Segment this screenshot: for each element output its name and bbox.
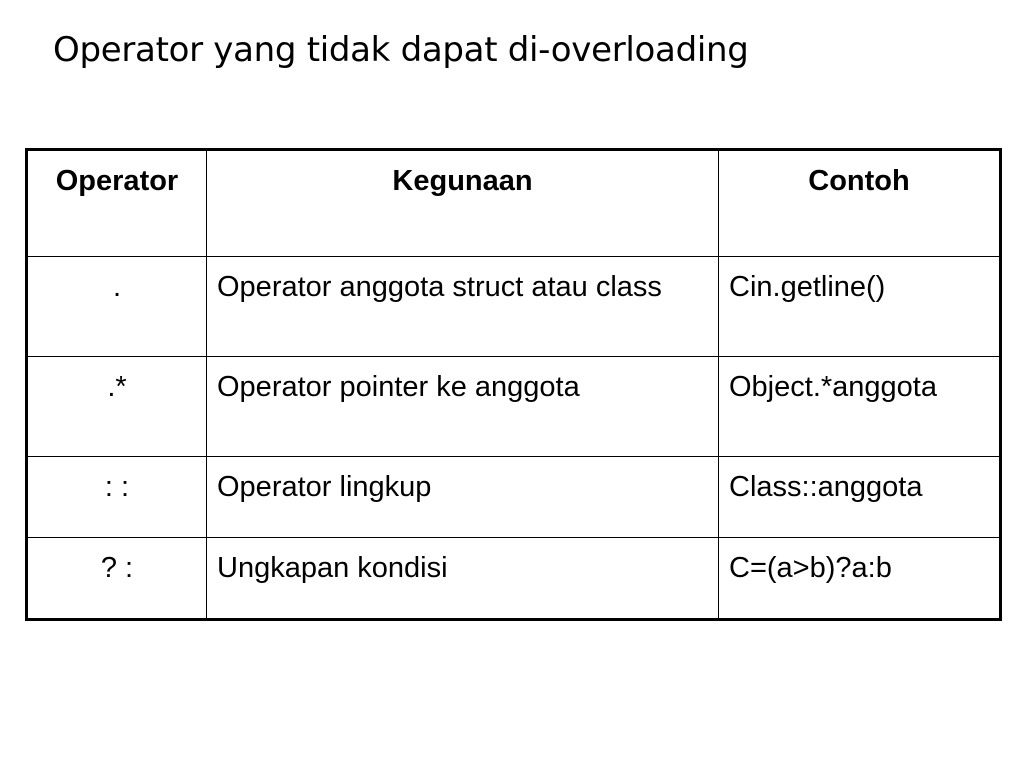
table-row — [27, 357, 1001, 457]
table-row — [27, 538, 1001, 620]
cell-kegunaan: Operator anggota struct atau class — [207, 257, 719, 357]
cell-operator: : : — [27, 457, 207, 538]
header-contoh: Contoh — [719, 150, 1001, 257]
cell-contoh: Class::anggota — [719, 457, 1001, 538]
cell-contoh: C=(a>b)?a:b — [719, 538, 1001, 620]
slide-title: Operator yang tidak dapat di-overloading — [53, 30, 749, 70]
table-row — [27, 257, 1001, 357]
cell-kegunaan: Ungkapan kondisi — [207, 538, 719, 620]
operator-table — [25, 148, 1002, 621]
cell-operator: .* — [27, 357, 207, 457]
header-operator: Operator — [27, 150, 207, 257]
cell-contoh: Object.*anggota — [719, 357, 1001, 457]
cell-kegunaan: Operator lingkup — [207, 457, 719, 538]
header-kegunaan: Kegunaan — [207, 150, 719, 257]
cell-contoh: Cin.getline() — [719, 257, 1001, 357]
table-row — [27, 457, 1001, 538]
cell-kegunaan: Operator pointer ke anggota — [207, 357, 719, 457]
table-header-row — [27, 150, 1001, 257]
cell-operator: ? : — [27, 538, 207, 620]
cell-operator: . — [27, 257, 207, 357]
